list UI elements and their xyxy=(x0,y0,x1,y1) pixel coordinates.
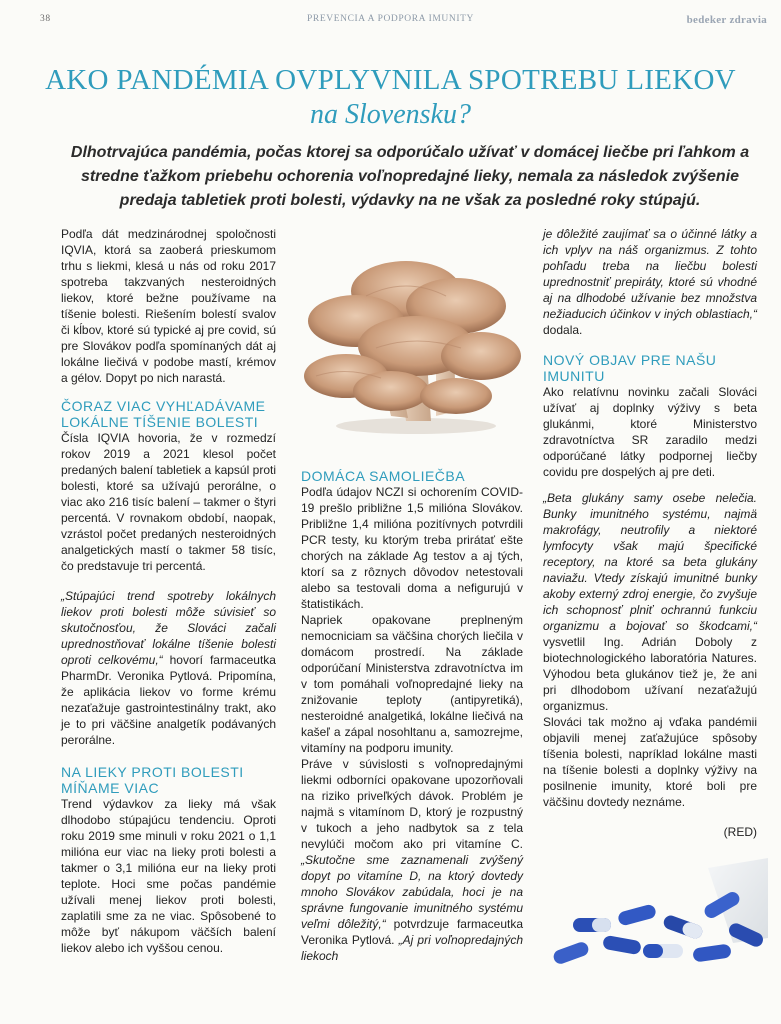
author-signature: (RED) xyxy=(723,825,757,839)
paragraph: Napriek opakovane preplneným nemocniciam sa väčšina chorých liečila v domácom prostredí. Na základe odporúčaní Ministerstva zdravotníctva im v tom pomáhali voľnopredajné lieky na znižovanie teploty (antipyretiká), nesteroidné analgetiká, lokálne liečivá na kašeľ a zápal nosohltanu a, samozrejme, vitamíny na podporu imunity. xyxy=(301,613,523,755)
paragraph: Ako relatívnu novinku začali Slováci užívať aj doplnky výživy s beta glukánmi, ktoré Ministerstvo zdravotníctva SR zaradilo medzi odporúčané látky podpornej liečby covidu pre dospelých aj pre deti. xyxy=(543,385,757,479)
heading-local-pain-relief: ČORAZ VIAC VYHĽADÁVAME LOKÁLNE TÍŠENIE BOLESTI xyxy=(61,398,266,430)
paragraph: Slováci tak možno aj vďaka pandémii objavili menej zaťažujúce spôsoby tíšenia bolesti, napríklad lokálne masti na tíšenie bolesti a doplnky výživy na posilnenie imunity, ktoré boli pre väčšinu dovtedy neznáme. xyxy=(543,715,757,809)
quote-attribution: hovorí farmaceutka PharmDr. Veronika Pytlová. Pripomína, že aplikácia liekov vo forme krému nezaťažuje gastrointestinálny trakt, ako je to pri väčšine analgetík podávaných perorálne. xyxy=(61,653,276,747)
quote-paragraph xyxy=(543,490,757,714)
article-lead: Dlhotrvajúca pandémia, počas ktorej sa odporúčalo užívať v domácej liečbe pri ľahkom a stredne ťažkom priebehu ochorenia voľnopredajné lieky, nemala za následok zvýšenie predaja tabletiek proti bolesti, výdavky na ne však za posledné roky stúpajú. xyxy=(70,144,750,209)
heading-home-treatment: DOMÁCA SAMOLIEČBA xyxy=(301,468,466,484)
article-title-line2: na Slovensku? xyxy=(310,99,471,130)
quote-text: „Beta glukány samy osebe nelečia. Bunky imunitného systému, najmä makrofágy, neutrofily a niektoré lymfocyty však majú špecifické receptory, na ktoré sa beta glukány naviažu. Vtedy získajú imunitné bunky akoby externý zdroj energie, čo zvyšuje ich schopnosť plniť ochrannú funkciu organizmu a bojovať so škodcami,“ xyxy=(543,491,757,633)
mushroom-image xyxy=(296,236,528,436)
magazine-brand: bedeker zdravia xyxy=(686,14,767,26)
section-title: PREVENCIA A PODPORA IMUNITY xyxy=(307,14,474,24)
quote-attribution: potvrdzuje farmaceutka Veronika Pytlová. xyxy=(301,917,523,947)
quote-text: je dôležité zaujímať sa o účinné látky a ich vplyv na náš organizmus. Z tohto pohľadu treba na liečbu bolesti uprednostniť prepiráty, ktoré sú vhodné aj na dlhodobé užívanie bez množstva nežiaducich účinkov v iných oblastiach,“ xyxy=(543,227,757,321)
article-title: AKO PANDÉMIA OVPLYVNILA SPOTREBU LIEKOV xyxy=(45,64,736,96)
column-1 xyxy=(61,226,276,956)
quote-text: „Skutočne sme zaznamenali zvýšený dopyt po vitamíne D, na ktorý dovtedy mnoho Slovákov zabúdala, hoci je na správne fungovanie imunitného systému veľmi dôležitý,“ xyxy=(301,853,523,931)
heading-spending: NA LIEKY PROTI BOLESTI MÍŇAME VIAC xyxy=(61,764,244,796)
intro-paragraph: Podľa dát medzinárodnej spoločnosti IQVIA, ktorá sa zaoberá prieskumom trhu s liekmi, klesá u nás od roku 2017 spotreba takzvaných nesteroidných liekov, ktoré bežne používame na tíšenie bolesti. Riešením bolestí svalov či kĺbov, ktoré sú typické aj pre covid, sú pre Slovákov podľa spomínaných dát aj lokálne liečivá v podobe mastí, krémov a gélov. Dopyt po nich narastá. xyxy=(61,227,276,385)
paragraph: Podľa údajov NCZI si ochorením COVID-19 prešlo približne 1,5 milióna Slovákov. Približne 1,4 milióna pozitívnych potvrdili PCR testy, ku ktorým treba prirátať ešte chorých na základe Ag testov a aj tých, ktorí sa z rôznych dôvodov netestovali alebo sa testovali doma a nefigurujú v štatistikách. xyxy=(301,485,523,611)
column-2 xyxy=(301,468,523,964)
quote-paragraph xyxy=(543,226,757,338)
quote-text: „Stúpajúci trend spotreby lokálnych liekov proti bolesti môže súvisieť so skutočnosťou, že Slováci začali uprednostňovať lokálne tíšenie bolesti oproti celkovému,“ xyxy=(61,589,276,667)
heading-new-discovery: NOVÝ OBJAV PRE NAŠU IMUNITU xyxy=(543,352,717,384)
quote-attribution: vysvetlil Ing. Adrián Doboly z biotechnologického laboratória Natures. Výhodou beta glukánov tiež je, že ani pri dlhodobom užívaní nezaťažujú organizmus. xyxy=(543,635,757,713)
page-number: 38 xyxy=(40,14,51,24)
paragraph: Čísla IQVIA hovoria, že v rozmedzí rokov 2019 a 2021 klesol počet predaných balení tabletiek a kapsúl proti bolesti, ktoré sa užívajú perorálne, o viac ako 216 tisíc balení – takmer o štyri percentá. V rovnakom období, naopak, vzrástol počet predaných nesteroidných analgetických mastí o takmer 58 tisíc, čo predstavuje tri percentá. xyxy=(61,431,276,573)
column-3 xyxy=(543,226,757,840)
paragraph xyxy=(301,756,523,964)
paragraph: Trend výdavkov za lieky má však dlhodobo stúpajúcu tendenciu. Oproti roku 2019 sme minuli v roku 2021 o 1,1 milióna eur viac na lieky proti bolesti a takmer o 3,1 milióna eur na lieky proti teplote. Hoci sme počas pandémie užívali menej liekov proti bolesti, zaplatili sme za ne viac. Spôsobené to môže byť nákupom väčších balení liekov alebo ich vyššou cenou. xyxy=(61,797,276,955)
quote-paragraph xyxy=(61,588,276,748)
capsules-image xyxy=(543,858,768,978)
quote-text: „Aj pri voľnopredajných liekoch xyxy=(301,933,523,963)
quote-attribution: dodala. xyxy=(543,323,583,337)
paragraph-text: Práve v súvislosti s voľnopredajnými liekmi odborníci opakovane upozorňovali na riziko priveľkých dávok. Problém je najmä s vitamínom D, ktorý je rozpustný v tukoch a jeho nadbytok sa z tela nevylúči močom ako pri vitamíne C. xyxy=(301,757,523,851)
